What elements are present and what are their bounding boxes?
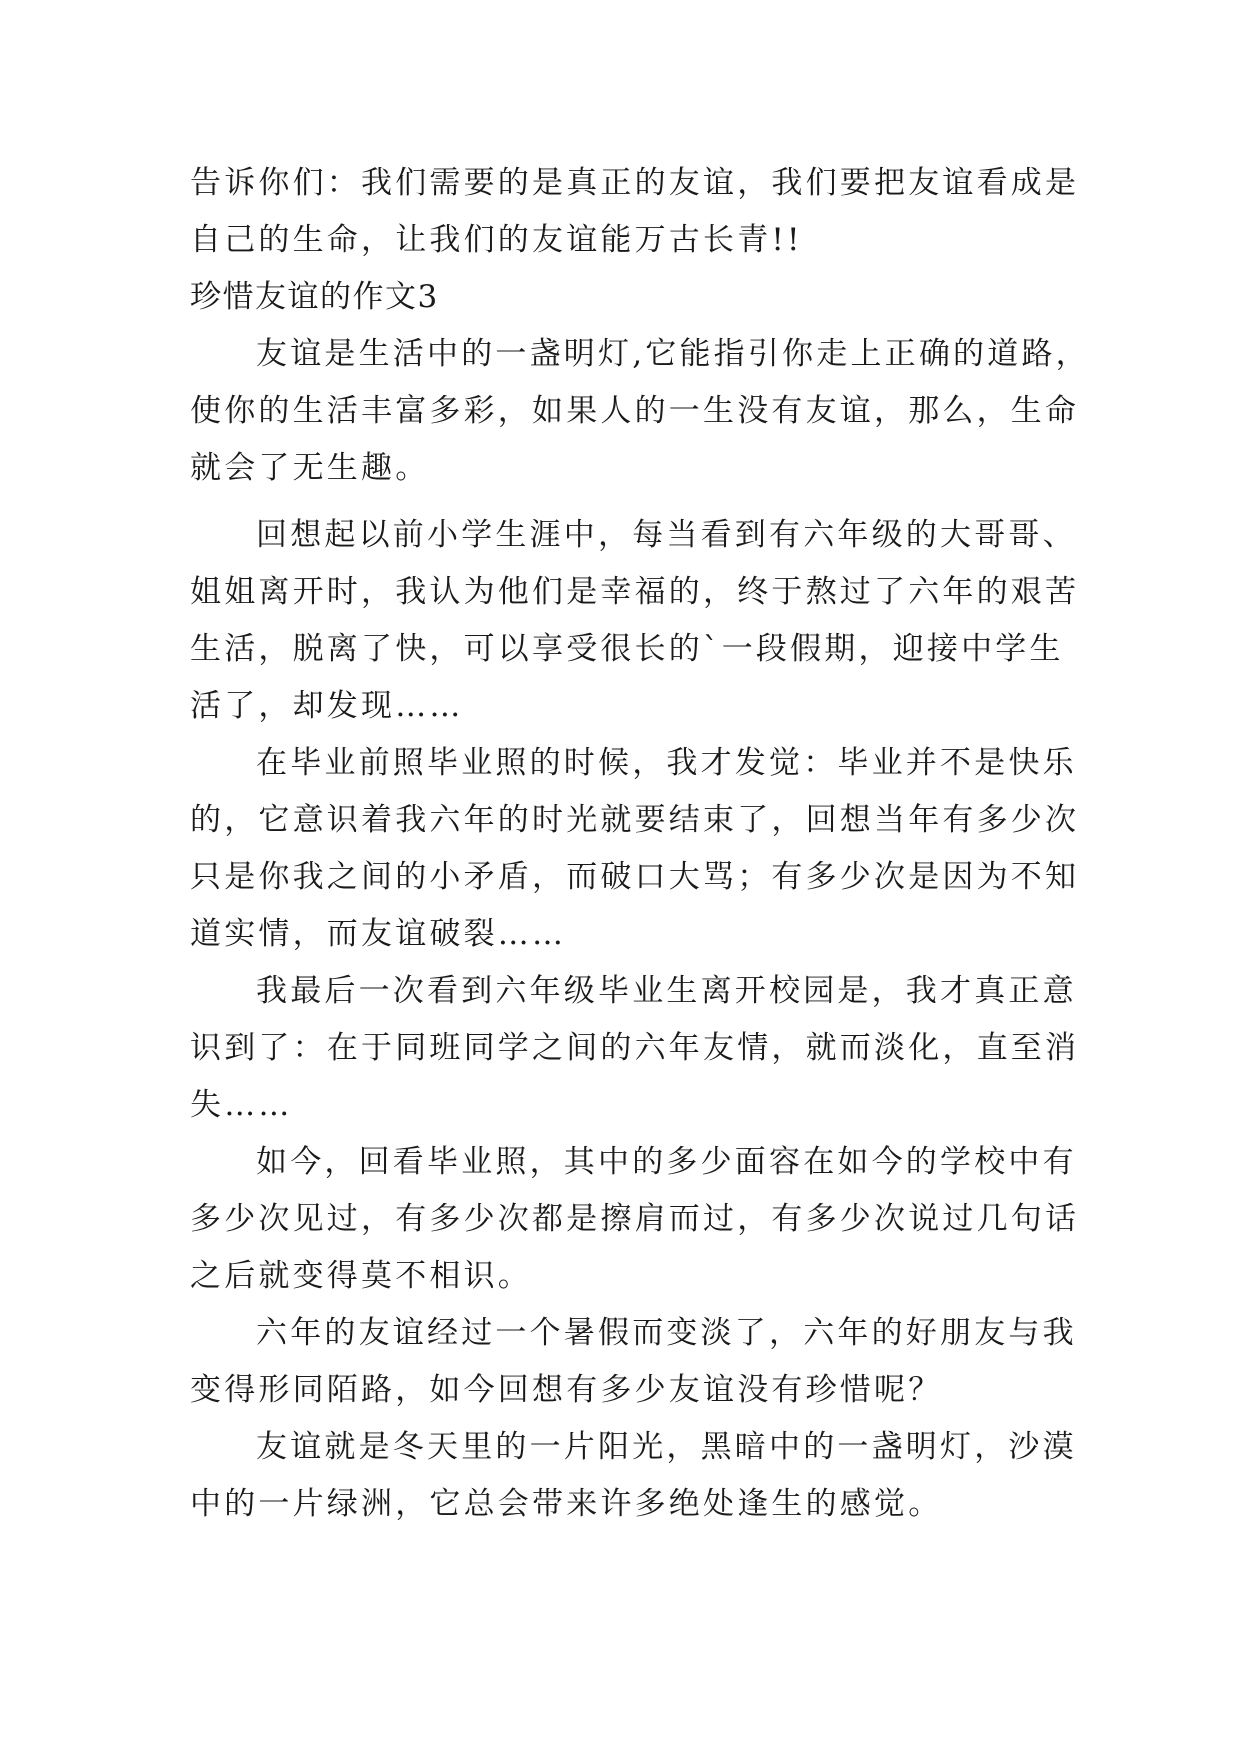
- text-line: 只是你我之间的小矛盾，而破口大骂；有多少次是因为不知: [190, 859, 1080, 895]
- paragraph-first-line: 如今，回看毕业照，其中的多少面容在如今的学校中有: [256, 1144, 1077, 1180]
- section-heading: 珍惜友谊的作文3: [190, 279, 439, 315]
- paragraph-first-line: 在毕业前照毕业照的时候，我才发觉：毕业并不是快乐: [256, 745, 1077, 781]
- text-line: 之后就变得莫不相识。: [190, 1258, 532, 1294]
- text-line: 中的一片绿洲，它总会带来许多绝处逢生的感觉。: [190, 1486, 943, 1522]
- paragraph-first-line: 友谊就是冬天里的一片阳光，黑暗中的一盏明灯，沙漠: [256, 1429, 1077, 1465]
- paragraph-first-line: 友谊是生活中的一盏明灯,它能指引你走上正确的道路，: [256, 336, 1090, 372]
- text-line: 多少次见过，有多少次都是擦肩而过，有多少次说过几句话: [190, 1201, 1080, 1237]
- text-line: 使你的生活丰富多彩，如果人的一生没有友谊，那么，生命: [190, 393, 1080, 429]
- paragraph-first-line: 六年的友谊经过一个暑假而变淡了，六年的好朋友与我: [256, 1315, 1077, 1351]
- text-line: 告诉你们：我们需要的是真正的友谊，我们要把友谊看成是: [190, 165, 1080, 201]
- text-line: 生活，脱离了快，可以享受很长的`一段假期，迎接中学生: [190, 631, 1064, 667]
- text-line: 变得形同陌路，如今回想有多少友谊没有珍惜呢？: [190, 1372, 943, 1408]
- paragraph-first-line: 我最后一次看到六年级毕业生离开校园是，我才真正意: [256, 973, 1077, 1009]
- text-line: 识到了：在于同班同学之间的六年友情，就而淡化，直至消: [190, 1030, 1080, 1066]
- text-line: 自己的生命，让我们的友谊能万古长青!!: [190, 222, 803, 258]
- text-line: 失……: [190, 1087, 293, 1123]
- text-line: 的，它意识着我六年的时光就要结束了，回想当年有多少次: [190, 802, 1080, 838]
- text-line: 姐姐离开时，我认为他们是幸福的，终于熬过了六年的艰苦: [190, 574, 1080, 610]
- paragraph-first-line: 回想起以前小学生涯中，每当看到有六年级的大哥哥、: [256, 517, 1077, 553]
- text-line: 就会了无生趣。: [190, 450, 430, 486]
- text-line: 活了，却发现……: [190, 688, 464, 724]
- text-line: 道实情，而友谊破裂……: [190, 916, 567, 952]
